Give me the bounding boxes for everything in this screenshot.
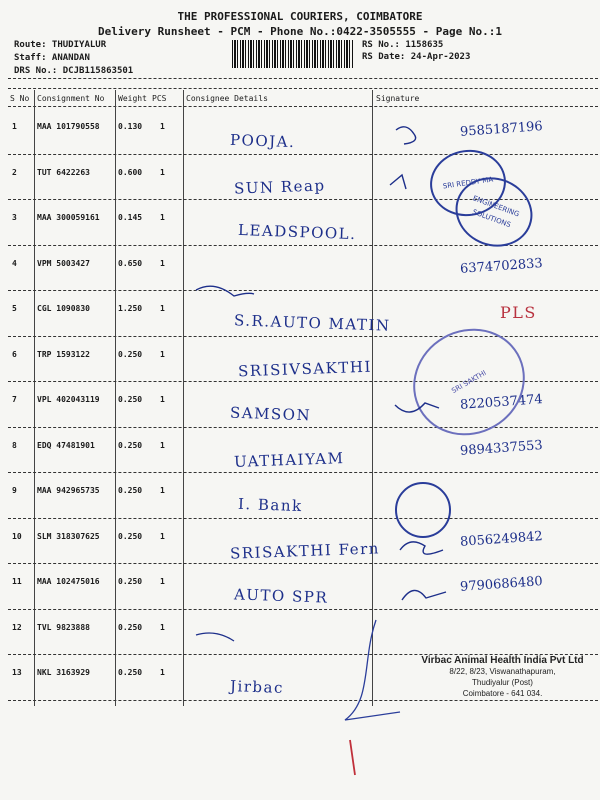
row-consignee-name: SAMSON — [229, 403, 312, 425]
row-weight: 0.600 — [118, 167, 143, 177]
row-consignee-name: SUN Reap — [233, 175, 326, 198]
round-stamp-engineering: ENGINEERING SOLUTIONS — [446, 167, 543, 258]
row-signature-phone: 8056249842 — [459, 528, 544, 550]
row-sno: 13 — [12, 668, 22, 677]
row-pcs: 1 — [160, 349, 165, 359]
round-stamp-reddy: SRI REDDY MA — [426, 145, 510, 221]
row-consignment-no: MAA 101790558 — [37, 122, 100, 131]
row-sno: 5 — [12, 304, 17, 313]
row-signature-phone: 6374702833 — [459, 255, 544, 277]
row-sno: 11 — [12, 577, 22, 586]
row-consignment-no: MAA 300059161 — [37, 213, 100, 222]
row-signature-phone: 9790686480 — [459, 574, 544, 595]
drs-number: DRS No.: DCJB115863501 — [14, 66, 134, 76]
company-stamp-address-3: Coimbatore - 641 034. — [462, 689, 543, 698]
row-pcs: 1 — [160, 486, 165, 495]
row-weight: 0.250 — [118, 486, 143, 495]
row-consignment-no: VPL 402043119 — [37, 395, 100, 404]
row-weight: 1.250 — [118, 304, 143, 313]
row-consignment-no: MAA 942965735 — [37, 486, 100, 495]
row-consignment-no: TUT 6422263 — [37, 167, 90, 177]
rs-date: RS Date: 24-Apr-2023 — [362, 52, 471, 62]
row-consignee-name: LEADSPOOL. — [237, 220, 357, 244]
row-consignee-name: S.R.AUTO MATIN — [233, 311, 391, 335]
row-consignee-name: UATHAIYAM — [233, 448, 345, 471]
row-sno: 7 — [12, 395, 17, 404]
row-sno: 2 — [12, 167, 17, 177]
row-pcs: 1 — [160, 304, 165, 313]
header-pcs: PCS — [152, 94, 167, 103]
row-weight: 0.130 — [118, 122, 143, 131]
row-sno: 3 — [12, 213, 17, 222]
row-pcs: 1 — [160, 258, 165, 268]
row-weight: 0.250 — [118, 531, 143, 541]
row-pcs: 1 — [160, 577, 165, 586]
row-consignee-name: SRISAKTHI Fern — [229, 538, 381, 563]
pls-mark: PLS — [500, 303, 537, 322]
route-label: Route: THUDIYALUR — [14, 40, 107, 50]
round-stamp-sakthi: SRI SAKTHI — [394, 308, 545, 455]
company-stamp-name: Virbac Animal Health India Pvt Ltd — [421, 655, 584, 666]
staff-label: Staff: ANANDAN — [14, 53, 90, 63]
row-sno: 10 — [12, 531, 22, 541]
row-pcs: 1 — [160, 668, 165, 677]
row-signature-phone: 9894337553 — [459, 437, 544, 459]
row-weight: 0.250 — [118, 349, 143, 359]
row-consignment-no: CGL 1090830 — [37, 304, 90, 313]
row-consignee-name: SRISIVSAKTHI — [237, 357, 373, 380]
row-weight: 0.250 — [118, 622, 143, 632]
row-consignment-no: EDQ 47481901 — [37, 440, 95, 450]
row-pcs: 1 — [160, 440, 165, 450]
company-stamp-address-2: Thudiyalur (Post) — [472, 678, 533, 687]
header-consignee: Consignee Details — [186, 94, 268, 103]
row-weight: 0.650 — [118, 258, 143, 268]
company-stamp-address-1: 8/22, 8/23, Viswanathapuram, — [449, 667, 556, 676]
header-weight: Weight — [118, 94, 147, 103]
header-sno: S No — [10, 94, 30, 103]
row-sno: 1 — [12, 122, 17, 131]
row-weight: 0.250 — [118, 668, 143, 677]
row-signature-phone: 9585187196 — [459, 119, 544, 140]
header-signature: Signature — [376, 94, 420, 103]
row-sno: 4 — [12, 258, 17, 268]
row-weight: 0.250 — [118, 440, 143, 450]
row-weight: 0.250 — [118, 577, 143, 586]
row-pcs: 1 — [160, 122, 165, 131]
row-pcs: 1 — [160, 167, 165, 177]
row-weight: 0.250 — [118, 395, 143, 404]
row-sno: 9 — [12, 486, 17, 495]
row-sno: 12 — [12, 622, 22, 632]
row-pcs: 1 — [160, 395, 165, 404]
row-consignment-no: NKL 3163929 — [37, 668, 90, 677]
row-pcs: 1 — [160, 213, 165, 222]
row-signature-phone: 8220537474 — [459, 392, 544, 413]
row-consignment-no: VPM 5003427 — [37, 258, 90, 268]
row-consignee-name: POOJA. — [229, 130, 296, 152]
row-weight: 0.145 — [118, 213, 143, 222]
row-consignee-name: Jirbac — [229, 677, 285, 697]
row-pcs: 1 — [160, 622, 165, 632]
rs-number: RS No.: 1158635 — [362, 40, 444, 50]
row-consignment-no: SLM 318307625 — [37, 531, 100, 541]
row-pcs: 1 — [160, 531, 165, 541]
row-sno: 6 — [12, 349, 17, 359]
row-consignee-name: AUTO SPR — [233, 585, 329, 607]
row-consignment-no: MAA 102475016 — [37, 577, 100, 586]
row-sno: 8 — [12, 440, 17, 450]
row-consignment-no: TVL 9823888 — [37, 622, 90, 632]
company-title: THE PROFESSIONAL COURIERS, COIMBATORE — [177, 10, 423, 23]
row-consignment-no: TRP 1593122 — [37, 349, 90, 359]
runsheet-subtitle: Delivery Runsheet - PCM - Phone No.:0422-3505555 - Page No.:1 — [98, 25, 502, 38]
header-consignment: Consignment No — [37, 94, 105, 103]
row-consignee-name: I. Bank — [237, 494, 303, 516]
